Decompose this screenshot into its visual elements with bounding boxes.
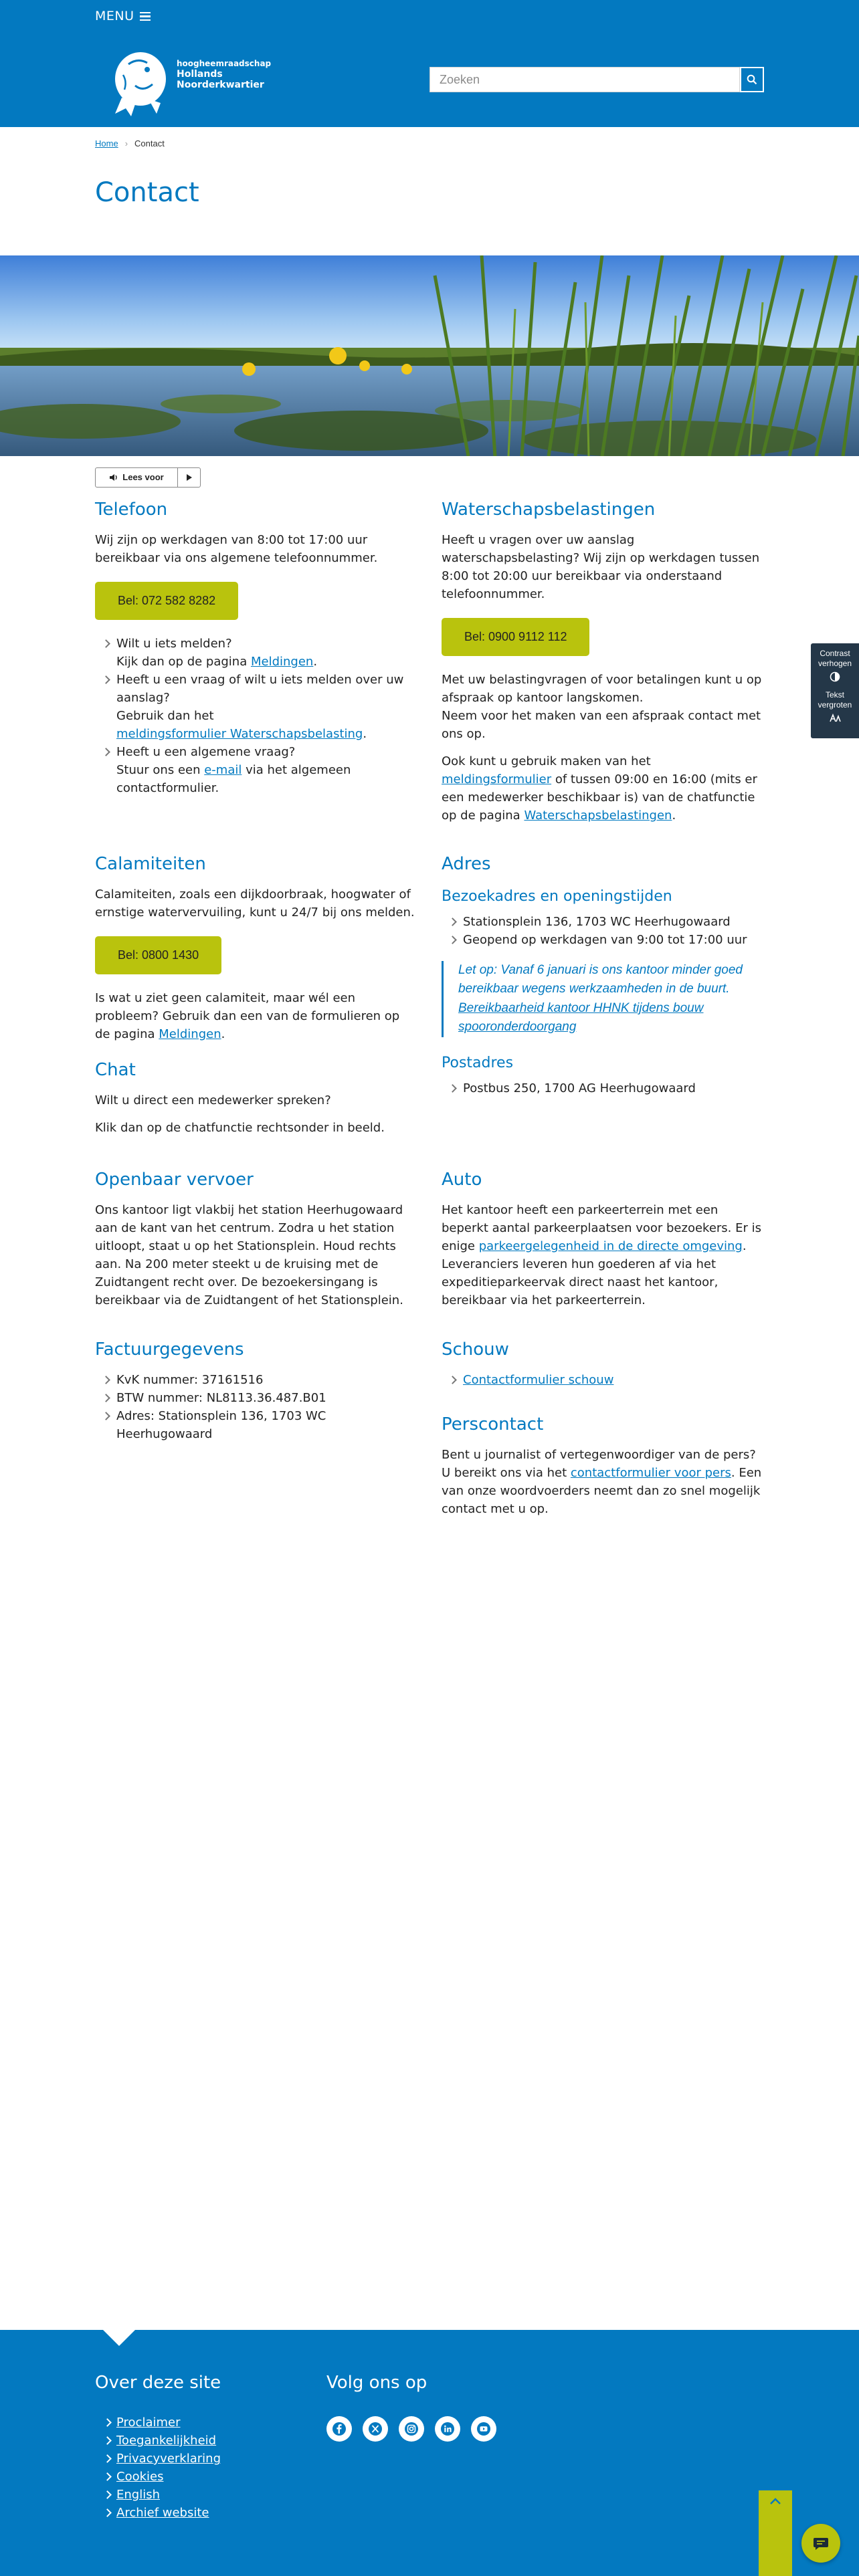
footer-about-title: Over deze site [95,2373,221,2393]
section-ov [95,1169,416,1319]
lion-logo-icon [108,44,171,118]
list-item: Stationsplein 136, 1703 WC Heerhugowaard [442,913,763,931]
breadcrumb-separator: › [124,138,128,148]
section-schouw [442,1339,763,1398]
site-footer [0,2330,859,2576]
menu-button[interactable] [95,7,151,26]
section-auto [442,1169,763,1319]
list-item: Geopend op werkdagen van 9:00 tot 17:00 uur [442,931,763,949]
chat-button[interactable] [801,2524,840,2563]
section-factuur [95,1339,416,1453]
x-icon[interactable] [363,2416,388,2442]
pers-text: Bent u journalist of vertegenwoordiger van de pers? U bereikt ons via het contactformulier voor pers. Een van onze woordvoerders neemt dan zo snel mogelijk contact met u op. [442,1447,762,1516]
archief-link[interactable]: Archief website [116,2506,209,2520]
accessibility-toolbar [811,643,859,738]
section-calamiteiten [95,853,416,1053]
list-item: BTW nummer: NL8113.36.487.B01 [95,1389,416,1407]
linkedin-icon[interactable] [435,2416,460,2442]
toegankelijkheid-link[interactable]: Toegankelijkheid [116,2434,217,2448]
search-button[interactable] [740,67,764,92]
footer-follow [326,2370,496,2442]
list-item: Wilt u iets melden? Kijk dan op de pagina Meldingen. [95,635,416,671]
schouw-list [442,1371,763,1389]
logo-line-1: hoogheemraadschap [177,59,272,68]
speaker-icon [109,473,118,481]
call-general-button[interactable]: Bel: 072 582 8282 [95,582,238,620]
calamiteiten-text: Is wat u ziet geen calamiteit, maar wél een probleem? Gebruik dan een van de formulieren op de pagina Meldingen. [95,990,400,1041]
site-logo[interactable] [108,44,271,118]
breadcrumb-current: Contact [134,138,165,148]
play-button[interactable] [177,468,200,487]
bereikbaarheid-link[interactable]: Bereikbaarheid kantoor HHNK tijdens bouw spooronderdoorgang [458,1000,704,1035]
list-item: KvK nummer: 37161516 [95,1371,416,1389]
schouw-link[interactable]: Contactformulier schouw [463,1372,614,1387]
site-header [0,0,859,127]
footer-link-item [95,2486,221,2504]
section-belastingen [442,499,763,834]
read-aloud-widget [95,467,201,488]
pers-link[interactable]: contactformulier voor pers [570,1465,731,1480]
list-item: Adres: Stationsplein 136, 1703 WC Heerhugowaard [95,1407,416,1443]
bezoekadres-list [442,913,763,949]
calamiteiten-intro: Calamiteiten, zoals een dijkdoorbraak, hoogwater of ernstige watervervuiling, kunt u 24/7 bij ons melden. [95,887,415,920]
list-item: Heeft u een algemene vraag? Stuur ons een e-mail via het algemeen contactformulier. [95,743,416,797]
english-link[interactable]: English [116,2488,160,2502]
factuur-list [95,1371,416,1443]
belastingen-intro: Heeft u vragen over uw aanslag waterschapsbelasting? Wij zijn op werkdagen tussen 8:00 tot 20:00 uur bereikbaar via onderstaand telefoonnummer. [442,532,760,601]
auto-text: Het kantoor heeft een parkeerterrein met een beperkt aantal parkeerplaatsen voor bezoekers. Er is enige parkeergelegenheid in de directe omgeving. Leveranciers leveren hun goederen af via het expeditieparkeervak direct naast het kantoor, bereikbaar via het parkeerterrein. [442,1202,761,1307]
search-icon [747,74,757,85]
text-size-label: Tekst vergroten [818,690,852,710]
section-pers [442,1414,763,1527]
footer-follow-title: Volg ons op [326,2373,427,2393]
footer-link-item [95,2504,221,2522]
contrast-button[interactable] [811,649,859,690]
meldingsformulier-belasting-link[interactable]: meldingsformulier Waterschapsbelasting [116,726,363,741]
ov-title: Openbaar vervoer [95,1170,254,1190]
chat-bubble-icon [812,2535,830,2552]
back-to-top-button[interactable] [759,2490,792,2576]
meldingen-link[interactable]: Meldingen [250,654,314,669]
instagram-icon[interactable] [399,2416,424,2442]
parkeren-link[interactable]: parkeergelegenheid in de directe omgeving [478,1239,743,1253]
call-tax-button[interactable]: Bel: 0900 9112 112 [442,618,589,656]
factuur-title: Factuurgegevens [95,1339,244,1360]
chat-text-1: Wilt u direct een medewerker spreken? [95,1093,331,1107]
list-item: Postbus 250, 1700 AG Heerhugowaard [442,1079,763,1097]
calamiteiten-title: Calamiteiten [95,854,206,874]
bezoekadres-title: Bezoekadres en openingstijden [442,887,672,905]
logo-line-2: Hollands [177,68,223,80]
schouw-title: Schouw [442,1339,509,1360]
notice-block [442,961,763,1037]
read-aloud-button[interactable] [96,468,177,487]
chevron-up-icon [769,2497,781,2505]
play-icon [186,473,193,481]
telefoon-list [95,635,416,797]
waterschapsbelastingen-link[interactable]: Waterschapsbelastingen [524,808,672,823]
facebook-icon[interactable] [326,2416,352,2442]
logo-line-3: Noorderkwartier [177,79,264,90]
menu-label: MENU [95,9,134,23]
section-telefoon [95,499,416,807]
footer-about [95,2370,221,2522]
footer-links [95,2413,221,2522]
footer-link-item [95,2468,221,2486]
call-calamity-button[interactable]: Bel: 0800 1430 [95,936,221,974]
breadcrumb [95,137,165,150]
belastingen-text-1: Met uw belastingvragen of voor betalingen kunt u op afspraak op kantoor langskomen. Neem voor het maken van een afspraak contact met ons op. [442,672,762,741]
chat-text-2: Klik dan op de chatfunctie rechtsonder in beeld. [95,1120,385,1135]
text-size-icon [829,713,841,722]
contrast-icon [830,671,840,682]
page-title: Contact [95,177,199,208]
list-item [442,1371,763,1389]
meldingen-link-2[interactable]: Meldingen [159,1027,221,1041]
text-size-button[interactable] [811,690,859,730]
belastingen-title: Waterschapsbelastingen [442,500,656,520]
belastingen-text-2: Ook kunt u gebruik maken van het meldingsformulier of tussen 09:00 en 16:00 (mits er een medewerker beschikbaar is) van de chatfunctie op de pagina Waterschapsbelastingen. [442,754,757,823]
postadres-title: Postadres [442,1054,514,1071]
notice-text: Let op: Vanaf 6 januari is ons kantoor minder goed bereikbaar wegens werkzaamheden in de buurt. [458,962,743,996]
read-aloud-label: Lees voor [122,472,164,483]
meldingsformulier-link[interactable]: meldingsformulier [442,772,552,786]
breadcrumb-home[interactable]: Home [95,138,118,148]
footer-link-item [95,2432,221,2450]
youtube-icon[interactable] [471,2416,496,2442]
footer-link-item [95,2413,221,2432]
search-input[interactable] [430,67,740,92]
footer-link-item [95,2450,221,2468]
privacy-link[interactable]: Privacyverklaring [116,2452,221,2466]
logo-text [177,60,271,90]
auto-title: Auto [442,1170,482,1190]
section-chat [95,1059,416,1146]
telefoon-intro: Wij zijn op werkdagen van 8:00 tot 17:00 uur bereikbaar via ons algemene telefoonnummer. [95,532,378,565]
email-link[interactable]: e-mail [204,762,242,777]
chat-title: Chat [95,1060,136,1080]
list-item: Heeft u een vraag of wilt u iets melden over uw aanslag? Gebruik dan het meldingsformulier Waterschapsbelasting. [95,671,416,743]
contrast-label: Contrast verhogen [818,649,852,668]
hero-image [0,255,859,456]
search-bar [430,67,764,92]
ov-text: Ons kantoor ligt vlakbij het station Heerhugowaard aan de kant van het centrum. Zodra u het station uitloopt, staat u op het Stationsplein. Houd rechts aan. Na 200 meter steekt u de kruising met de Zuidtangent recht over. De bezoekersingang is bereikbaar via de Zuidtangent of het Stationsplein. [95,1202,403,1307]
adres-title: Adres [442,854,491,874]
telefoon-title: Telefoon [95,500,168,520]
footer-notch [103,2330,135,2346]
cookies-link[interactable]: Cookies [116,2470,164,2484]
proclaimer-link[interactable]: Proclaimer [116,2416,181,2430]
social-links [326,2416,496,2442]
hamburger-icon [140,12,151,21]
section-adres [442,853,763,1107]
postadres-list [442,1079,763,1097]
pers-title: Perscontact [442,1414,544,1434]
